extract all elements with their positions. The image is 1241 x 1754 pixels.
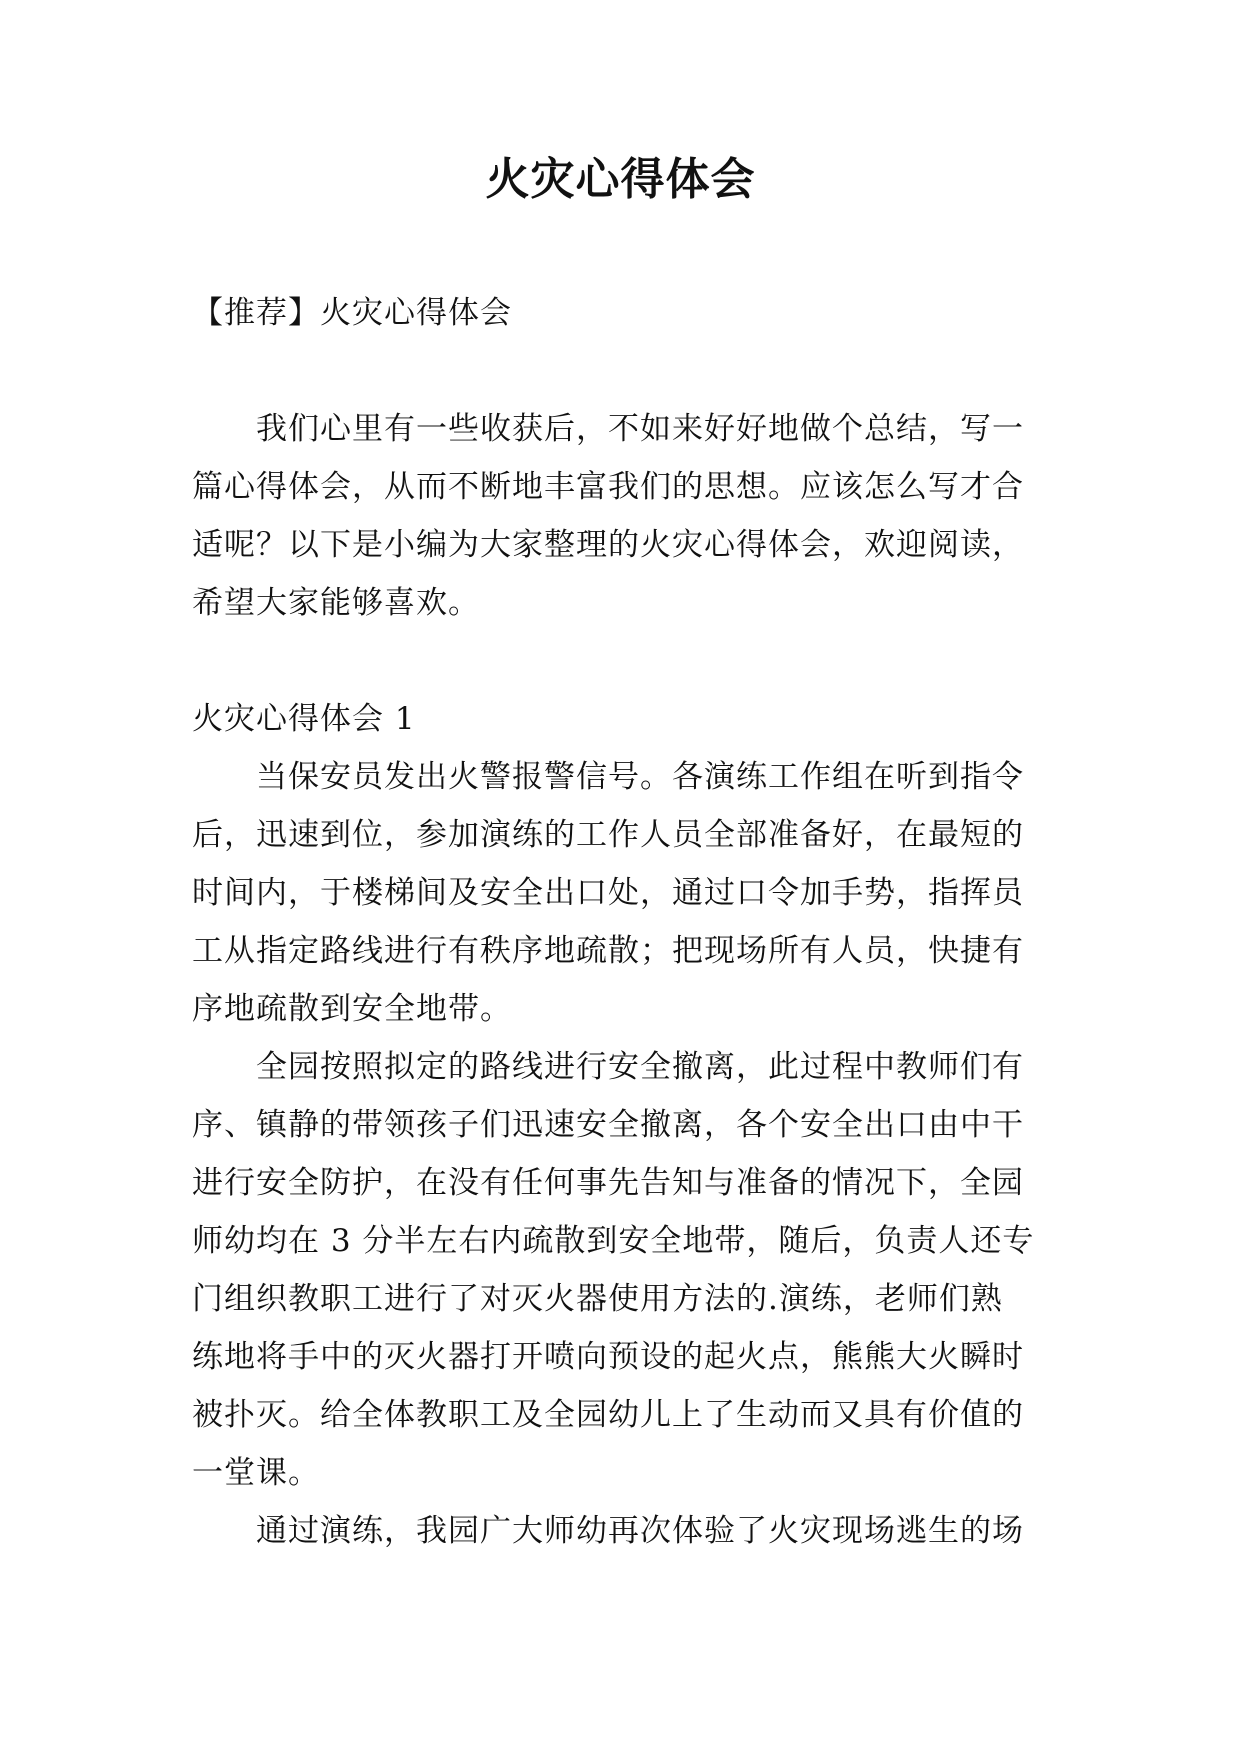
paragraph-1: [192, 748, 1060, 1038]
text-line: 进行安全防护，在没有任何事先告知与准备的情况下，全园: [192, 1165, 1024, 1201]
text-line: 一堂课。: [192, 1455, 320, 1491]
text-line: 后，迅速到位，参加演练的工作人员全部准备好，在最短的: [192, 817, 1024, 853]
text-line: 练地将手中的灭火器打开喷向预设的起火点，熊熊大火瞬时: [192, 1339, 1024, 1375]
section-heading: 火灾心得体会 1: [192, 701, 416, 737]
paragraph-3: [192, 1502, 1060, 1560]
text-line: 师幼均在 3 分半左右内疏散到安全地带，随后，负责人还专: [192, 1223, 1035, 1259]
text-line: 工从指定路线进行有秩序地疏散；把现场所有人员，快捷有: [192, 933, 1024, 969]
text-line: 被扑灭。给全体教职工及全园幼儿上了生动而又具有价值的: [192, 1397, 1024, 1433]
text-line: 当保安员发出火警报警信号。各演练工作组在听到指令: [256, 759, 1024, 795]
text-line: 门组织教职工进行了对灭火器使用方法的.演练，老师们熟: [192, 1281, 1003, 1317]
text-line: 序地疏散到安全地带。: [192, 991, 512, 1027]
paragraph-2: [192, 1038, 1060, 1502]
text-line: 希望大家能够喜欢。: [192, 585, 480, 621]
text-line: 全园按照拟定的路线进行安全撤离，此过程中教师们有: [256, 1049, 1024, 1085]
text-line: 我们心里有一些收获后，不如来好好地做个总结，写一: [256, 411, 1024, 447]
recommend-line: 【推荐】火灾心得体会: [192, 295, 512, 331]
text-line: 通过演练，我园广大师幼再次体验了火灾现场逃生的场: [256, 1513, 1024, 1549]
intro-paragraph: [192, 400, 1060, 632]
text-line: 篇心得体会，从而不断地丰富我们的思想。应该怎么写才合: [192, 469, 1024, 505]
text-line: 适呢？以下是小编为大家整理的火灾心得体会，欢迎阅读，: [192, 527, 1024, 563]
document-title: 火灾心得体会: [485, 154, 756, 205]
text-line: 时间内，于楼梯间及安全出口处，通过口令加手势，指挥员: [192, 875, 1024, 911]
document-body: [192, 284, 1060, 1560]
text-line: 序、镇静的带领孩子们迅速安全撤离，各个安全出口由中干: [192, 1107, 1024, 1143]
